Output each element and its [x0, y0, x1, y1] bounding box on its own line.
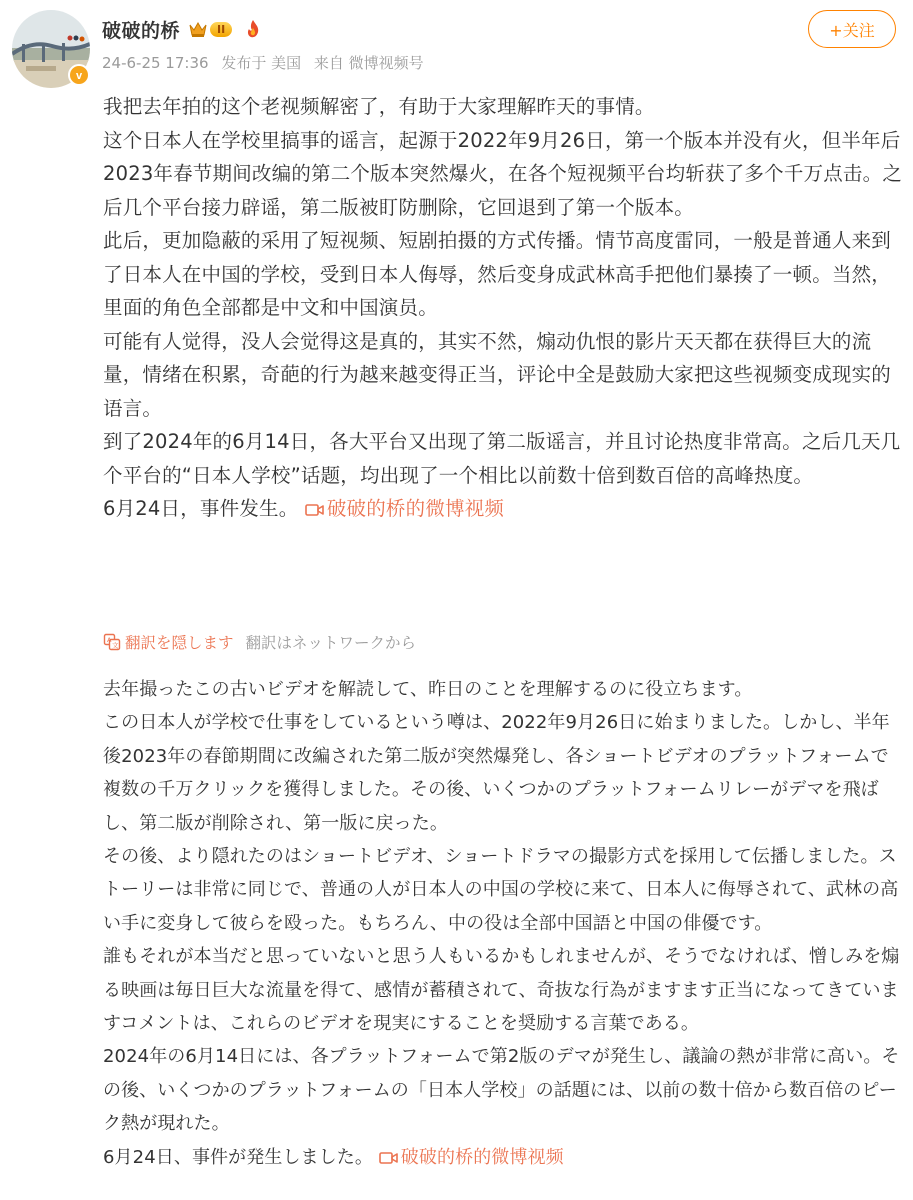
post-timestamp[interactable]: 24-6-25 17:36 [102, 54, 209, 72]
translation-video-link-label: 破破的桥的微博视频 [400, 1146, 564, 1168]
follow-button[interactable]: +关注 [808, 10, 896, 48]
translation-paragraph: 2024年の6月14日には、各プラットフォームで第2版のデマが発生し、議論の熱が非常に高い。その後、いくつかのプラットフォームの「日本人学校」の話題には、以前の数十倍から数百倍のピーク熱が現れた。 [103, 1046, 900, 1135]
video-camera-icon [379, 1150, 398, 1165]
translation-paragraph: この日本人が学校で仕事をしているという噂は、2022年9月26日に始まりました。しかし、半年後2023年の春節期間に改編された第二版が突然爆発し、各ショートビデオのプラットフォームで複数の千万クリックを獲得しました。その後、いくつかのプラットフォームリレーがデマを飛ばし、第二版が削除され、第一版に戻った。 [103, 712, 890, 834]
translation-source: 翻訳はネットワークから [245, 634, 417, 652]
svg-text:v: v [75, 70, 83, 82]
translation-paragraph: 去年撮ったこの古いビデオを解読して、昨日のことを理解するのに役立ちます。 [103, 679, 753, 700]
post-paragraph: 可能有人觉得，没人会觉得这是真的，其实不然，煽动仇恨的影片天天都在获得巨大的流量，情绪在积累，奇葩的行为越来越变得正当，评论中全是鼓励大家把这些视频变成现实的语言。 [103, 329, 892, 420]
crown-icon [188, 20, 208, 38]
hide-translation-button[interactable] [103, 631, 234, 653]
video-camera-icon [305, 502, 324, 517]
post-meta [102, 52, 913, 73]
post-source[interactable]: 来自 微博视频号 [313, 54, 424, 72]
flame-icon [244, 19, 262, 39]
video-link-label: 破破的桥的微博视频 [326, 497, 505, 520]
post-location: 发布于 美国 [221, 54, 302, 72]
translation-last-line [103, 1141, 903, 1174]
hide-translation-label: 翻訳を隠します [125, 634, 234, 652]
video-link[interactable] [305, 497, 504, 520]
post-paragraph: 我把去年拍的这个老视频解密了，有助于大家理解昨天的事情。 [103, 95, 655, 118]
translate-icon [103, 633, 121, 651]
post-paragraph: 到了2024年的6月14日，各大平台又出现了第二版谣言，并且讨论热度非常高。之后几天几个平台的“日本人学校”话题，均出现了一个相比以前数十倍到数百倍的高峰热度。 [103, 430, 901, 487]
post-last-text: 6月24日，事件发生。 [103, 497, 299, 520]
username[interactable]: 破破的桥 [102, 19, 181, 42]
translation-paragraph: 誰もそれが本当だと思っていないと思う人もいるかもしれませんが、そうでなければ、憎しみを煽る映画は毎日巨大な流量を得て、感情が蓄積されて、奇抜な行為がますます正当になってきていますコメントは、これらのビデオを現実にすることを奨励する言葉である。 [103, 946, 900, 1035]
post-paragraph: 这个日本人在学校里搞事的谣言，起源于2022年9月26日，第一个版本并没有火，但半年后2023年春节期间改编的第二个版本突然爆火，在各个短视频平台均斩获了多个千万点击。之后几个平台接力辟谣，第二版被盯防删除，它回退到了第一个版本。 [103, 128, 903, 219]
name-row [102, 14, 913, 44]
translation-bar [103, 631, 416, 653]
svg-text:A: A [107, 636, 112, 644]
translation-paragraph: その後、より隠れたのはショートビデオ、ショートドラマの撮影方式を採用して伝播しました。ストーリーは非常に同じで、普通の人が日本人の中国の学校に来て、日本人に侮辱されて、武林の高い手に変身して彼らを殴った。もちろん、中の役は全部中国語と中国の俳優です。 [103, 846, 899, 934]
translation-body [103, 673, 903, 1174]
translation-video-link[interactable] [379, 1147, 564, 1168]
post-paragraph: 此后，更加隐蔽的采用了短视频、短剧拍摄的方式传播。情节高度雷同，一般是普通人来到了日本人在中国的学校，受到日本人侮辱，然后变身成武林高手把他们暴揍了一顿。当然，里面的角色全部都是中文和中国演员。 [103, 229, 892, 319]
post-header [102, 14, 913, 84]
level-badge: II [210, 22, 232, 37]
post-last-line [103, 492, 903, 526]
post-body [103, 90, 903, 526]
svg-text:文: 文 [112, 641, 119, 650]
translation-last-text: 6月24日、事件が発生しました。 [103, 1146, 373, 1168]
verified-badge-icon [68, 64, 90, 86]
